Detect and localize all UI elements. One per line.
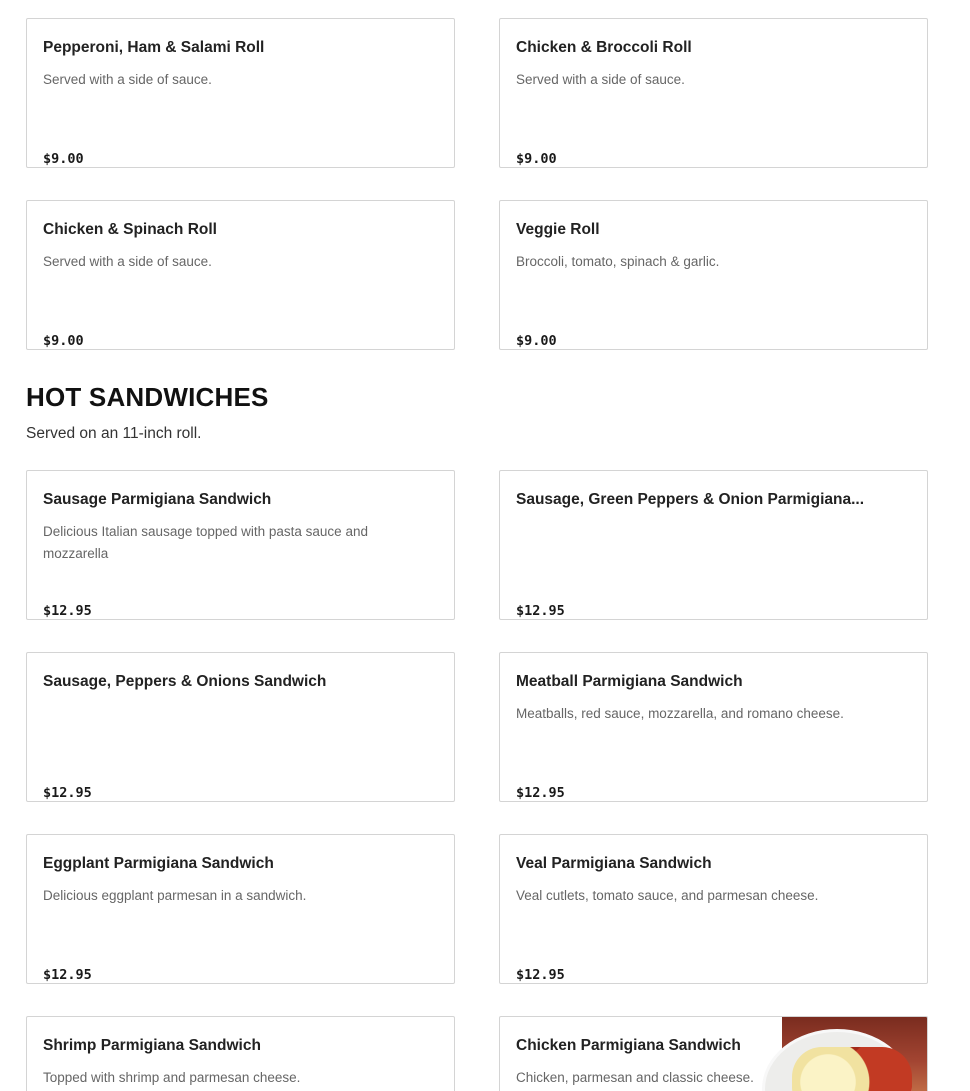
item-name: Sausage, Peppers & Onions Sandwich xyxy=(43,673,327,690)
item-price: $9.00 xyxy=(516,151,557,167)
item-price: $12.95 xyxy=(43,603,92,619)
item-name: Chicken Parmigiana Sandwich xyxy=(516,1037,741,1054)
item-name: Chicken & Broccoli Roll xyxy=(516,39,692,56)
menu-item-card[interactable] xyxy=(499,200,928,350)
item-price: $9.00 xyxy=(43,151,84,167)
item-price: $12.95 xyxy=(516,603,565,619)
menu-item-card[interactable] xyxy=(499,470,928,620)
item-name: Sausage Parmigiana Sandwich xyxy=(43,491,272,508)
item-name: Chicken & Spinach Roll xyxy=(43,221,217,238)
section-subtitle: Served on an 11-inch roll. xyxy=(26,425,202,442)
menu-item-card[interactable] xyxy=(499,18,928,168)
item-price: $9.00 xyxy=(43,333,84,349)
item-photo xyxy=(782,1017,927,1091)
item-name: Eggplant Parmigiana Sandwich xyxy=(43,855,274,872)
menu-item-card[interactable] xyxy=(499,834,928,984)
menu-item-card[interactable] xyxy=(26,200,455,350)
menu-item-card[interactable] xyxy=(499,1016,928,1091)
item-description: Delicious eggplant parmesan in a sandwich. xyxy=(43,888,307,903)
menu-item-card[interactable] xyxy=(499,652,928,802)
item-price: $12.95 xyxy=(43,967,92,983)
item-name: Veal Parmigiana Sandwich xyxy=(516,855,712,872)
item-name: Shrimp Parmigiana Sandwich xyxy=(43,1037,261,1054)
menu-item-card[interactable] xyxy=(26,834,455,984)
item-name: Sausage, Green Peppers & Onion Parmigiana... xyxy=(516,491,865,508)
item-price: $12.95 xyxy=(516,785,565,801)
menu-item-card[interactable] xyxy=(26,470,455,620)
item-description: Delicious Italian sausage topped with pasta sauce and mozzarella xyxy=(43,524,368,561)
item-description: Topped with shrimp and parmesan cheese. xyxy=(43,1070,301,1085)
item-description: Served with a side of sauce. xyxy=(43,72,212,87)
item-description: Chicken, parmesan and classic cheese. xyxy=(516,1070,754,1085)
item-description: Served with a side of sauce. xyxy=(516,72,685,87)
item-description: Veal cutlets, tomato sauce, and parmesan cheese. xyxy=(516,888,819,903)
section-title: HOT SANDWICHES xyxy=(26,382,269,412)
menu-item-card[interactable] xyxy=(26,652,455,802)
item-name: Meatball Parmigiana Sandwich xyxy=(516,673,743,690)
item-price: $12.95 xyxy=(43,785,92,801)
sandwich-graphic xyxy=(792,1047,912,1091)
item-description: Served with a side of sauce. xyxy=(43,254,212,269)
item-name: Veggie Roll xyxy=(516,221,600,238)
item-price: $9.00 xyxy=(516,333,557,349)
item-description: Meatballs, red sauce, mozzarella, and romano cheese. xyxy=(516,706,844,721)
item-price: $12.95 xyxy=(516,967,565,983)
menu-item-card[interactable] xyxy=(26,1016,455,1091)
item-description: Broccoli, tomato, spinach & garlic. xyxy=(516,254,720,269)
item-name: Pepperoni, Ham & Salami Roll xyxy=(43,39,265,56)
menu-item-card[interactable] xyxy=(26,18,455,168)
